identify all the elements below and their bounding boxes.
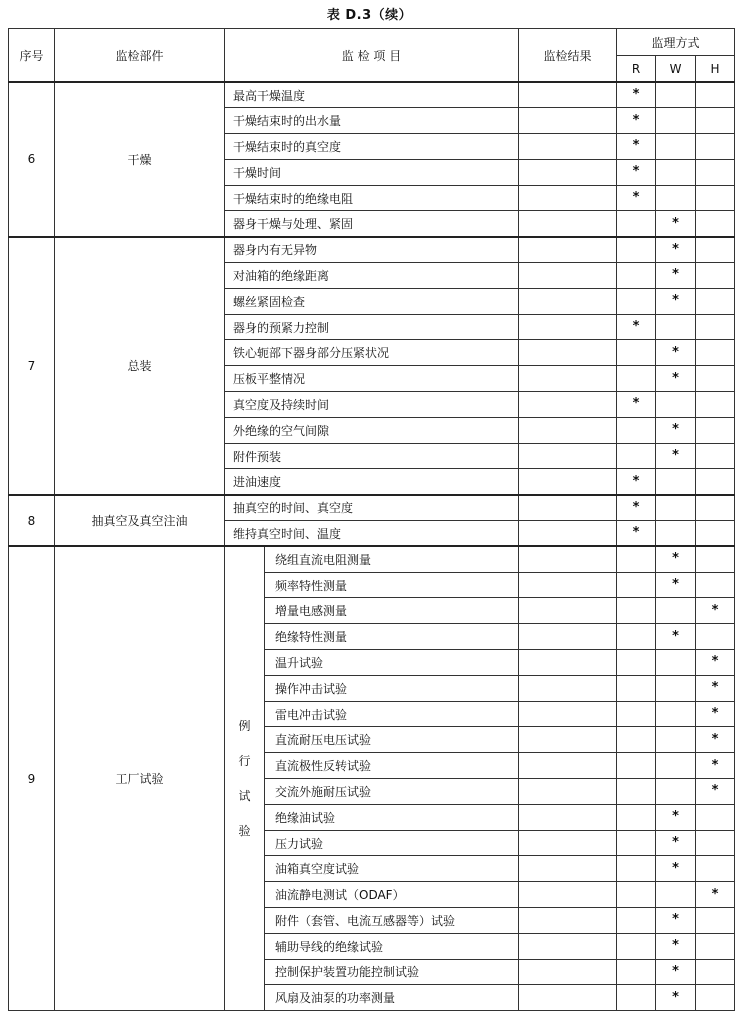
inspection-item: 操作冲击试验 — [265, 675, 519, 701]
mode-h-cell — [696, 263, 735, 289]
mode-h-cell — [696, 804, 735, 830]
header-mode-r: R — [617, 56, 656, 83]
row-number: 9 — [9, 546, 55, 1010]
mode-w-cell — [656, 469, 696, 495]
mode-r-cell — [617, 830, 656, 856]
mode-h-cell: * — [696, 727, 735, 753]
inspection-item: 压板平整情况 — [225, 366, 519, 392]
inspection-part: 抽真空及真空注油 — [55, 495, 225, 547]
mode-r-cell — [617, 443, 656, 469]
mode-h-cell — [696, 572, 735, 598]
inspection-result-cell — [519, 830, 617, 856]
mode-h-cell — [696, 185, 735, 211]
mode-r-cell — [617, 546, 656, 572]
mode-w-cell: * — [656, 959, 696, 985]
mode-w-cell — [656, 314, 696, 340]
table-row — [9, 495, 735, 521]
mode-h-cell — [696, 933, 735, 959]
mode-h-cell — [696, 159, 735, 185]
inspection-result-cell — [519, 598, 617, 624]
subgroup-label — [225, 546, 265, 1010]
mode-h-cell — [696, 443, 735, 469]
mode-r-cell — [617, 753, 656, 779]
mode-r-cell: * — [617, 108, 656, 134]
header-no: 序号 — [9, 29, 55, 83]
mode-r-cell — [617, 727, 656, 753]
mode-r-cell — [617, 675, 656, 701]
header-result: 监检结果 — [519, 29, 617, 83]
inspection-item: 绝缘特性测量 — [265, 624, 519, 650]
mode-r-cell — [617, 804, 656, 830]
mode-w-cell: * — [656, 572, 696, 598]
mode-w-cell: * — [656, 985, 696, 1011]
inspection-item: 风扇及油泵的功率测量 — [265, 985, 519, 1011]
mode-r-cell: * — [617, 159, 656, 185]
mode-w-cell: * — [656, 908, 696, 934]
mode-r-cell — [617, 701, 656, 727]
header-mode-w: W — [656, 56, 696, 83]
inspection-result-cell — [519, 417, 617, 443]
inspection-item: 附件预装 — [225, 443, 519, 469]
inspection-result-cell — [519, 701, 617, 727]
inspection-item: 抽真空的时间、真空度 — [225, 495, 519, 521]
inspection-result-cell — [519, 727, 617, 753]
inspection-item: 附件（套管、电流互感器等）试验 — [265, 908, 519, 934]
subgroup-char: 行 — [238, 753, 251, 768]
inspection-item: 直流极性反转试验 — [265, 753, 519, 779]
inspection-item: 压力试验 — [265, 830, 519, 856]
inspection-result-cell — [519, 779, 617, 805]
mode-h-cell — [696, 856, 735, 882]
mode-w-cell: * — [656, 546, 696, 572]
subgroup-char: 例 — [238, 718, 251, 733]
mode-w-cell: * — [656, 340, 696, 366]
mode-w-cell — [656, 727, 696, 753]
inspection-item: 雷电冲击试验 — [265, 701, 519, 727]
mode-w-cell: * — [656, 624, 696, 650]
mode-h-cell — [696, 314, 735, 340]
inspection-result-cell — [519, 134, 617, 160]
inspection-result-cell — [519, 495, 617, 521]
inspection-item: 最高干燥温度 — [225, 82, 519, 108]
mode-r-cell — [617, 856, 656, 882]
table-caption: 表 D.3（续） — [326, 8, 413, 23]
mode-w-cell — [656, 392, 696, 418]
inspection-result-cell — [519, 546, 617, 572]
mode-w-cell: * — [656, 856, 696, 882]
mode-w-cell: * — [656, 417, 696, 443]
mode-h-cell — [696, 366, 735, 392]
mode-w-cell — [656, 779, 696, 805]
table-row — [9, 237, 735, 263]
mode-h-cell: * — [696, 882, 735, 908]
inspection-item: 维持真空时间、温度 — [225, 521, 519, 547]
mode-h-cell: * — [696, 675, 735, 701]
mode-w-cell: * — [656, 830, 696, 856]
mode-h-cell — [696, 134, 735, 160]
mode-h-cell — [696, 288, 735, 314]
inspection-item: 绕组直流电阻测量 — [265, 546, 519, 572]
inspection-result-cell — [519, 159, 617, 185]
mode-h-cell: * — [696, 753, 735, 779]
mode-r-cell: * — [617, 314, 656, 340]
inspection-item: 铁心轭部下器身部分压紧状况 — [225, 340, 519, 366]
mode-r-cell — [617, 263, 656, 289]
mode-w-cell — [656, 675, 696, 701]
inspection-item: 对油箱的绝缘距离 — [225, 263, 519, 289]
mode-h-cell: * — [696, 598, 735, 624]
mode-w-cell — [656, 882, 696, 908]
inspection-item: 绝缘油试验 — [265, 804, 519, 830]
inspection-item: 外绝缘的空气间隙 — [225, 417, 519, 443]
mode-w-cell — [656, 521, 696, 547]
mode-h-cell — [696, 908, 735, 934]
mode-w-cell — [656, 701, 696, 727]
inspection-item: 温升试验 — [265, 650, 519, 676]
inspection-item: 器身内有无异物 — [225, 237, 519, 263]
mode-w-cell — [656, 134, 696, 160]
inspection-item: 干燥时间 — [225, 159, 519, 185]
mode-r-cell — [617, 366, 656, 392]
mode-h-cell: * — [696, 779, 735, 805]
mode-h-cell — [696, 985, 735, 1011]
inspection-item: 干燥结束时的绝缘电阻 — [225, 185, 519, 211]
inspection-result-cell — [519, 366, 617, 392]
inspection-result-cell — [519, 211, 617, 237]
inspection-item: 增量电感测量 — [265, 598, 519, 624]
inspection-result-cell — [519, 237, 617, 263]
inspection-result-cell — [519, 314, 617, 340]
header-mode: 监理方式 — [617, 29, 735, 56]
inspection-item: 进油速度 — [225, 469, 519, 495]
inspection-item: 干燥结束时的出水量 — [225, 108, 519, 134]
mode-w-cell: * — [656, 366, 696, 392]
mode-h-cell — [696, 469, 735, 495]
inspection-result-cell — [519, 340, 617, 366]
mode-w-cell: * — [656, 237, 696, 263]
mode-w-cell: * — [656, 211, 696, 237]
mode-r-cell — [617, 340, 656, 366]
mode-h-cell — [696, 959, 735, 985]
mode-r-cell: * — [617, 469, 656, 495]
mode-w-cell — [656, 495, 696, 521]
mode-r-cell: * — [617, 392, 656, 418]
subgroup-char: 验 — [238, 823, 251, 838]
inspection-result-cell — [519, 933, 617, 959]
mode-h-cell — [696, 82, 735, 108]
row-number: 7 — [9, 237, 55, 495]
mode-h-cell — [696, 392, 735, 418]
inspection-item: 真空度及持续时间 — [225, 392, 519, 418]
inspection-result-cell — [519, 650, 617, 676]
mode-h-cell — [696, 211, 735, 237]
mode-r-cell — [617, 650, 656, 676]
inspection-result-cell — [519, 443, 617, 469]
inspection-result-cell — [519, 392, 617, 418]
mode-w-cell — [656, 650, 696, 676]
mode-r-cell — [617, 211, 656, 237]
inspection-item: 干燥结束时的真空度 — [225, 134, 519, 160]
inspection-item: 油箱真空度试验 — [265, 856, 519, 882]
mode-h-cell — [696, 108, 735, 134]
mode-h-cell: * — [696, 650, 735, 676]
mode-r-cell: * — [617, 495, 656, 521]
mode-r-cell — [617, 598, 656, 624]
inspection-item: 螺丝紧固检查 — [225, 288, 519, 314]
inspection-item: 控制保护装置功能控制试验 — [265, 959, 519, 985]
inspection-part: 总装 — [55, 237, 225, 495]
inspection-result-cell — [519, 624, 617, 650]
inspection-item: 器身的预紧力控制 — [225, 314, 519, 340]
mode-h-cell: * — [696, 701, 735, 727]
mode-h-cell — [696, 340, 735, 366]
mode-h-cell — [696, 546, 735, 572]
mode-w-cell: * — [656, 443, 696, 469]
mode-h-cell — [696, 624, 735, 650]
mode-r-cell — [617, 417, 656, 443]
inspection-result-cell — [519, 856, 617, 882]
mode-h-cell — [696, 495, 735, 521]
header-item: 监 检 项 目 — [225, 29, 519, 83]
mode-w-cell — [656, 108, 696, 134]
mode-r-cell — [617, 237, 656, 263]
inspection-result-cell — [519, 572, 617, 598]
inspection-item: 器身干燥与处理、紧固 — [225, 211, 519, 237]
inspection-item: 油流静电测试（ODAF） — [265, 882, 519, 908]
inspection-result-cell — [519, 985, 617, 1011]
inspection-result-cell — [519, 959, 617, 985]
mode-w-cell — [656, 753, 696, 779]
mode-h-cell — [696, 417, 735, 443]
inspection-result-cell — [519, 882, 617, 908]
row-number: 8 — [9, 495, 55, 547]
row-number: 6 — [9, 82, 55, 237]
mode-r-cell — [617, 779, 656, 805]
mode-w-cell: * — [656, 263, 696, 289]
inspection-item: 频率特性测量 — [265, 572, 519, 598]
mode-r-cell — [617, 908, 656, 934]
inspection-part: 干燥 — [55, 82, 225, 237]
inspection-result-cell — [519, 82, 617, 108]
mode-w-cell — [656, 159, 696, 185]
inspection-result-cell — [519, 908, 617, 934]
mode-h-cell — [696, 830, 735, 856]
mode-w-cell: * — [656, 288, 696, 314]
header-part: 监检部件 — [55, 29, 225, 83]
inspection-result-cell — [519, 185, 617, 211]
mode-h-cell — [696, 521, 735, 547]
mode-r-cell — [617, 288, 656, 314]
inspection-part: 工厂试验 — [55, 546, 225, 1010]
inspection-result-cell — [519, 804, 617, 830]
mode-r-cell: * — [617, 521, 656, 547]
mode-r-cell: * — [617, 185, 656, 211]
inspection-item: 辅助导线的绝缘试验 — [265, 933, 519, 959]
mode-r-cell — [617, 933, 656, 959]
mode-r-cell — [617, 959, 656, 985]
mode-w-cell — [656, 82, 696, 108]
inspection-result-cell — [519, 675, 617, 701]
inspection-result-cell — [519, 521, 617, 547]
mode-r-cell: * — [617, 82, 656, 108]
mode-w-cell — [656, 185, 696, 211]
inspection-result-cell — [519, 263, 617, 289]
mode-w-cell — [656, 598, 696, 624]
header-mode-h: H — [696, 56, 735, 83]
inspection-item: 直流耐压电压试验 — [265, 727, 519, 753]
inspection-item: 交流外施耐压试验 — [265, 779, 519, 805]
mode-h-cell — [696, 237, 735, 263]
mode-w-cell: * — [656, 933, 696, 959]
mode-w-cell: * — [656, 804, 696, 830]
inspection-table — [8, 28, 735, 1011]
subgroup-char: 试 — [238, 788, 251, 803]
mode-r-cell — [617, 624, 656, 650]
inspection-result-cell — [519, 469, 617, 495]
mode-r-cell — [617, 572, 656, 598]
inspection-result-cell — [519, 288, 617, 314]
table-row — [9, 82, 735, 108]
mode-r-cell: * — [617, 134, 656, 160]
table-row — [9, 546, 735, 572]
mode-r-cell — [617, 985, 656, 1011]
inspection-result-cell — [519, 108, 617, 134]
inspection-result-cell — [519, 753, 617, 779]
mode-r-cell — [617, 882, 656, 908]
